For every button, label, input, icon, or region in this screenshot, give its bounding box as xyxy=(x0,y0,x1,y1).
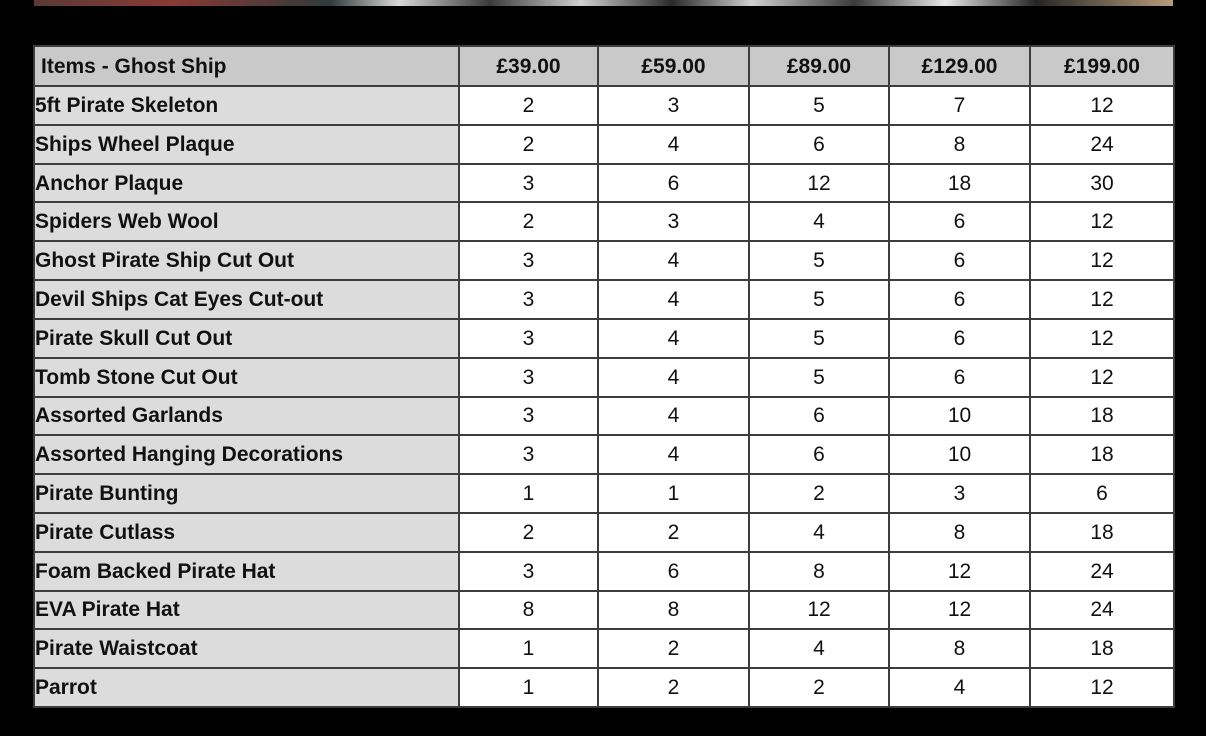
quantity-cell: 3 xyxy=(459,241,598,280)
table-row xyxy=(34,125,1174,164)
price-column-header: £89.00 xyxy=(749,46,889,86)
quantity-cell: 6 xyxy=(889,319,1030,358)
table-row xyxy=(34,86,1174,125)
table-row xyxy=(34,241,1174,280)
quantity-cell: 6 xyxy=(598,164,749,203)
item-name-cell: Pirate Waistcoat xyxy=(34,629,459,668)
price-column-header: £59.00 xyxy=(598,46,749,86)
quantity-cell: 2 xyxy=(459,86,598,125)
item-name-cell: Assorted Hanging Decorations xyxy=(34,435,459,474)
quantity-cell: 1 xyxy=(459,474,598,513)
table-row xyxy=(34,164,1174,203)
quantity-cell: 4 xyxy=(598,125,749,164)
quantity-cell: 12 xyxy=(1030,86,1174,125)
item-name-cell: Ships Wheel Plaque xyxy=(34,125,459,164)
quantity-cell: 1 xyxy=(459,668,598,707)
quantity-cell: 6 xyxy=(749,125,889,164)
item-name-cell: Assorted Garlands xyxy=(34,397,459,436)
item-name-cell: Pirate Cutlass xyxy=(34,513,459,552)
quantity-cell: 3 xyxy=(889,474,1030,513)
quantity-cell: 6 xyxy=(749,435,889,474)
item-name-cell: Parrot xyxy=(34,668,459,707)
quantity-cell: 1 xyxy=(459,629,598,668)
quantity-cell: 10 xyxy=(889,397,1030,436)
quantity-cell: 6 xyxy=(749,397,889,436)
quantity-cell: 4 xyxy=(749,513,889,552)
quantity-cell: 18 xyxy=(1030,513,1174,552)
table-body xyxy=(34,86,1174,707)
quantity-cell: 12 xyxy=(1030,358,1174,397)
table-row xyxy=(34,358,1174,397)
quantity-cell: 8 xyxy=(459,591,598,630)
quantity-cell: 4 xyxy=(598,435,749,474)
quantity-cell: 24 xyxy=(1030,125,1174,164)
quantity-cell: 30 xyxy=(1030,164,1174,203)
quantity-cell: 4 xyxy=(889,668,1030,707)
header-photo-strip xyxy=(34,0,1173,6)
quantity-cell: 6 xyxy=(889,280,1030,319)
quantity-cell: 6 xyxy=(598,552,749,591)
header-row xyxy=(34,46,1174,86)
quantity-cell: 6 xyxy=(1030,474,1174,513)
price-column-header: £199.00 xyxy=(1030,46,1174,86)
item-name-cell: Tomb Stone Cut Out xyxy=(34,358,459,397)
quantity-cell: 2 xyxy=(598,513,749,552)
quantity-cell: 4 xyxy=(598,280,749,319)
table-row xyxy=(34,435,1174,474)
quantity-cell: 5 xyxy=(749,280,889,319)
quantity-cell: 8 xyxy=(889,125,1030,164)
table-row xyxy=(34,629,1174,668)
price-sheet xyxy=(33,45,1173,708)
quantity-cell: 4 xyxy=(598,358,749,397)
quantity-cell: 3 xyxy=(598,202,749,241)
item-name-cell: Foam Backed Pirate Hat xyxy=(34,552,459,591)
quantity-cell: 12 xyxy=(1030,241,1174,280)
quantity-cell: 2 xyxy=(459,513,598,552)
quantity-cell: 18 xyxy=(889,164,1030,203)
quantity-cell: 3 xyxy=(598,86,749,125)
item-name-cell: Pirate Skull Cut Out xyxy=(34,319,459,358)
item-name-cell: EVA Pirate Hat xyxy=(34,591,459,630)
quantity-cell: 2 xyxy=(749,474,889,513)
quantity-cell: 3 xyxy=(459,164,598,203)
quantity-cell: 4 xyxy=(749,629,889,668)
quantity-cell: 3 xyxy=(459,435,598,474)
quantity-cell: 4 xyxy=(598,397,749,436)
quantity-cell: 8 xyxy=(598,591,749,630)
price-column-header: £129.00 xyxy=(889,46,1030,86)
quantity-cell: 5 xyxy=(749,358,889,397)
quantity-cell: 3 xyxy=(459,358,598,397)
item-name-cell: Ghost Pirate Ship Cut Out xyxy=(34,241,459,280)
quantity-cell: 4 xyxy=(749,202,889,241)
quantity-cell: 2 xyxy=(459,125,598,164)
quantity-cell: 18 xyxy=(1030,435,1174,474)
quantity-cell: 2 xyxy=(598,629,749,668)
quantity-cell: 18 xyxy=(1030,397,1174,436)
table-row xyxy=(34,668,1174,707)
table-row xyxy=(34,280,1174,319)
quantity-cell: 12 xyxy=(1030,668,1174,707)
quantity-cell: 8 xyxy=(749,552,889,591)
bottom-frame xyxy=(0,710,1206,736)
quantity-cell: 3 xyxy=(459,319,598,358)
item-name-cell: Spiders Web Wool xyxy=(34,202,459,241)
quantity-cell: 6 xyxy=(889,241,1030,280)
quantity-cell: 10 xyxy=(889,435,1030,474)
table-row xyxy=(34,513,1174,552)
quantity-cell: 3 xyxy=(459,280,598,319)
quantity-cell: 12 xyxy=(1030,202,1174,241)
item-name-cell: Pirate Bunting xyxy=(34,474,459,513)
quantity-cell: 12 xyxy=(749,164,889,203)
items-column-header: Items - Ghost Ship xyxy=(34,46,459,86)
quantity-cell: 18 xyxy=(1030,629,1174,668)
quantity-cell: 5 xyxy=(749,241,889,280)
quantity-cell: 5 xyxy=(749,86,889,125)
quantity-cell: 12 xyxy=(1030,319,1174,358)
quantity-cell: 3 xyxy=(459,397,598,436)
quantity-cell: 7 xyxy=(889,86,1030,125)
table-row xyxy=(34,591,1174,630)
quantity-cell: 24 xyxy=(1030,552,1174,591)
quantity-cell: 8 xyxy=(889,629,1030,668)
item-name-cell: Anchor Plaque xyxy=(34,164,459,203)
quantity-cell: 4 xyxy=(598,241,749,280)
quantity-cell: 12 xyxy=(889,552,1030,591)
quantity-cell: 2 xyxy=(459,202,598,241)
quantity-cell: 6 xyxy=(889,358,1030,397)
quantity-cell: 6 xyxy=(889,202,1030,241)
item-name-cell: Devil Ships Cat Eyes Cut-out xyxy=(34,280,459,319)
quantity-cell: 12 xyxy=(1030,280,1174,319)
quantity-cell: 24 xyxy=(1030,591,1174,630)
table-row xyxy=(34,319,1174,358)
price-table xyxy=(33,45,1175,708)
quantity-cell: 12 xyxy=(749,591,889,630)
quantity-cell: 2 xyxy=(598,668,749,707)
table-row xyxy=(34,552,1174,591)
quantity-cell: 4 xyxy=(598,319,749,358)
quantity-cell: 5 xyxy=(749,319,889,358)
quantity-cell: 12 xyxy=(889,591,1030,630)
table-row xyxy=(34,474,1174,513)
table-row xyxy=(34,202,1174,241)
price-column-header: £39.00 xyxy=(459,46,598,86)
item-name-cell: 5ft Pirate Skeleton xyxy=(34,86,459,125)
table-row xyxy=(34,397,1174,436)
quantity-cell: 8 xyxy=(889,513,1030,552)
quantity-cell: 2 xyxy=(749,668,889,707)
quantity-cell: 3 xyxy=(459,552,598,591)
quantity-cell: 1 xyxy=(598,474,749,513)
